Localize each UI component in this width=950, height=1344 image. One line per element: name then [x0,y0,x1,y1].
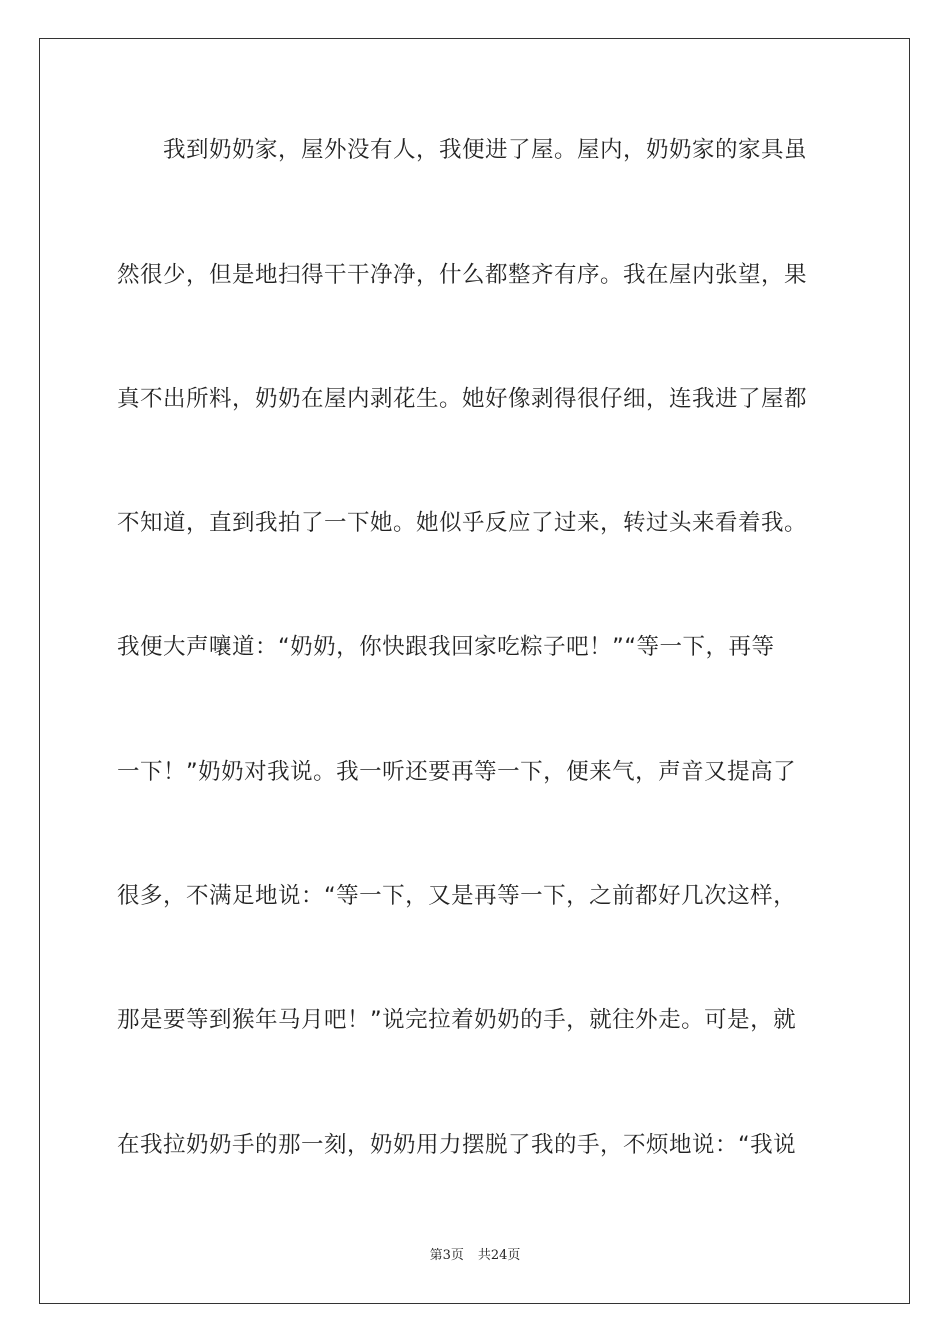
text-line: 我到奶奶家，屋外没有人，我便进了屋。屋内，奶奶家的家具虽 [163,137,808,163]
text-line: 然很少，但是地扫得干干净净，什么都整齐有序。我在屋内张望，果 [117,262,808,288]
text-line: 那是要等到猴年马月吧！”说完拉着奶奶的手，就往外走。可是，就 [117,1007,797,1033]
total-pages: 共24页 [477,1248,521,1263]
text-line: 一下！”奶奶对我说。我一听还要再等一下，便来气，声音又提高了 [117,759,797,785]
page-footer [0,1247,950,1265]
text-line: 我便大声嚷道：“奶奶，你快跟我回家吃粽子吧！”“等一下，再等 [117,634,775,660]
text-line: 不知道，直到我拍了一下她。她似乎反应了过来，转过头来看着我。 [117,510,808,536]
text-line: 在我拉奶奶手的那一刻，奶奶用力摆脱了我的手，不烦地说：“我说 [117,1132,797,1158]
text-line: 真不出所料，奶奶在屋内剥花生。她好像剥得很仔细，连我进了屋都 [117,386,808,412]
text-line: 很多，不满足地说：“等一下，又是再等一下，之前都好几次这样， [117,883,797,909]
page-border [39,38,910,1304]
page-number: 第3页 [429,1248,464,1263]
